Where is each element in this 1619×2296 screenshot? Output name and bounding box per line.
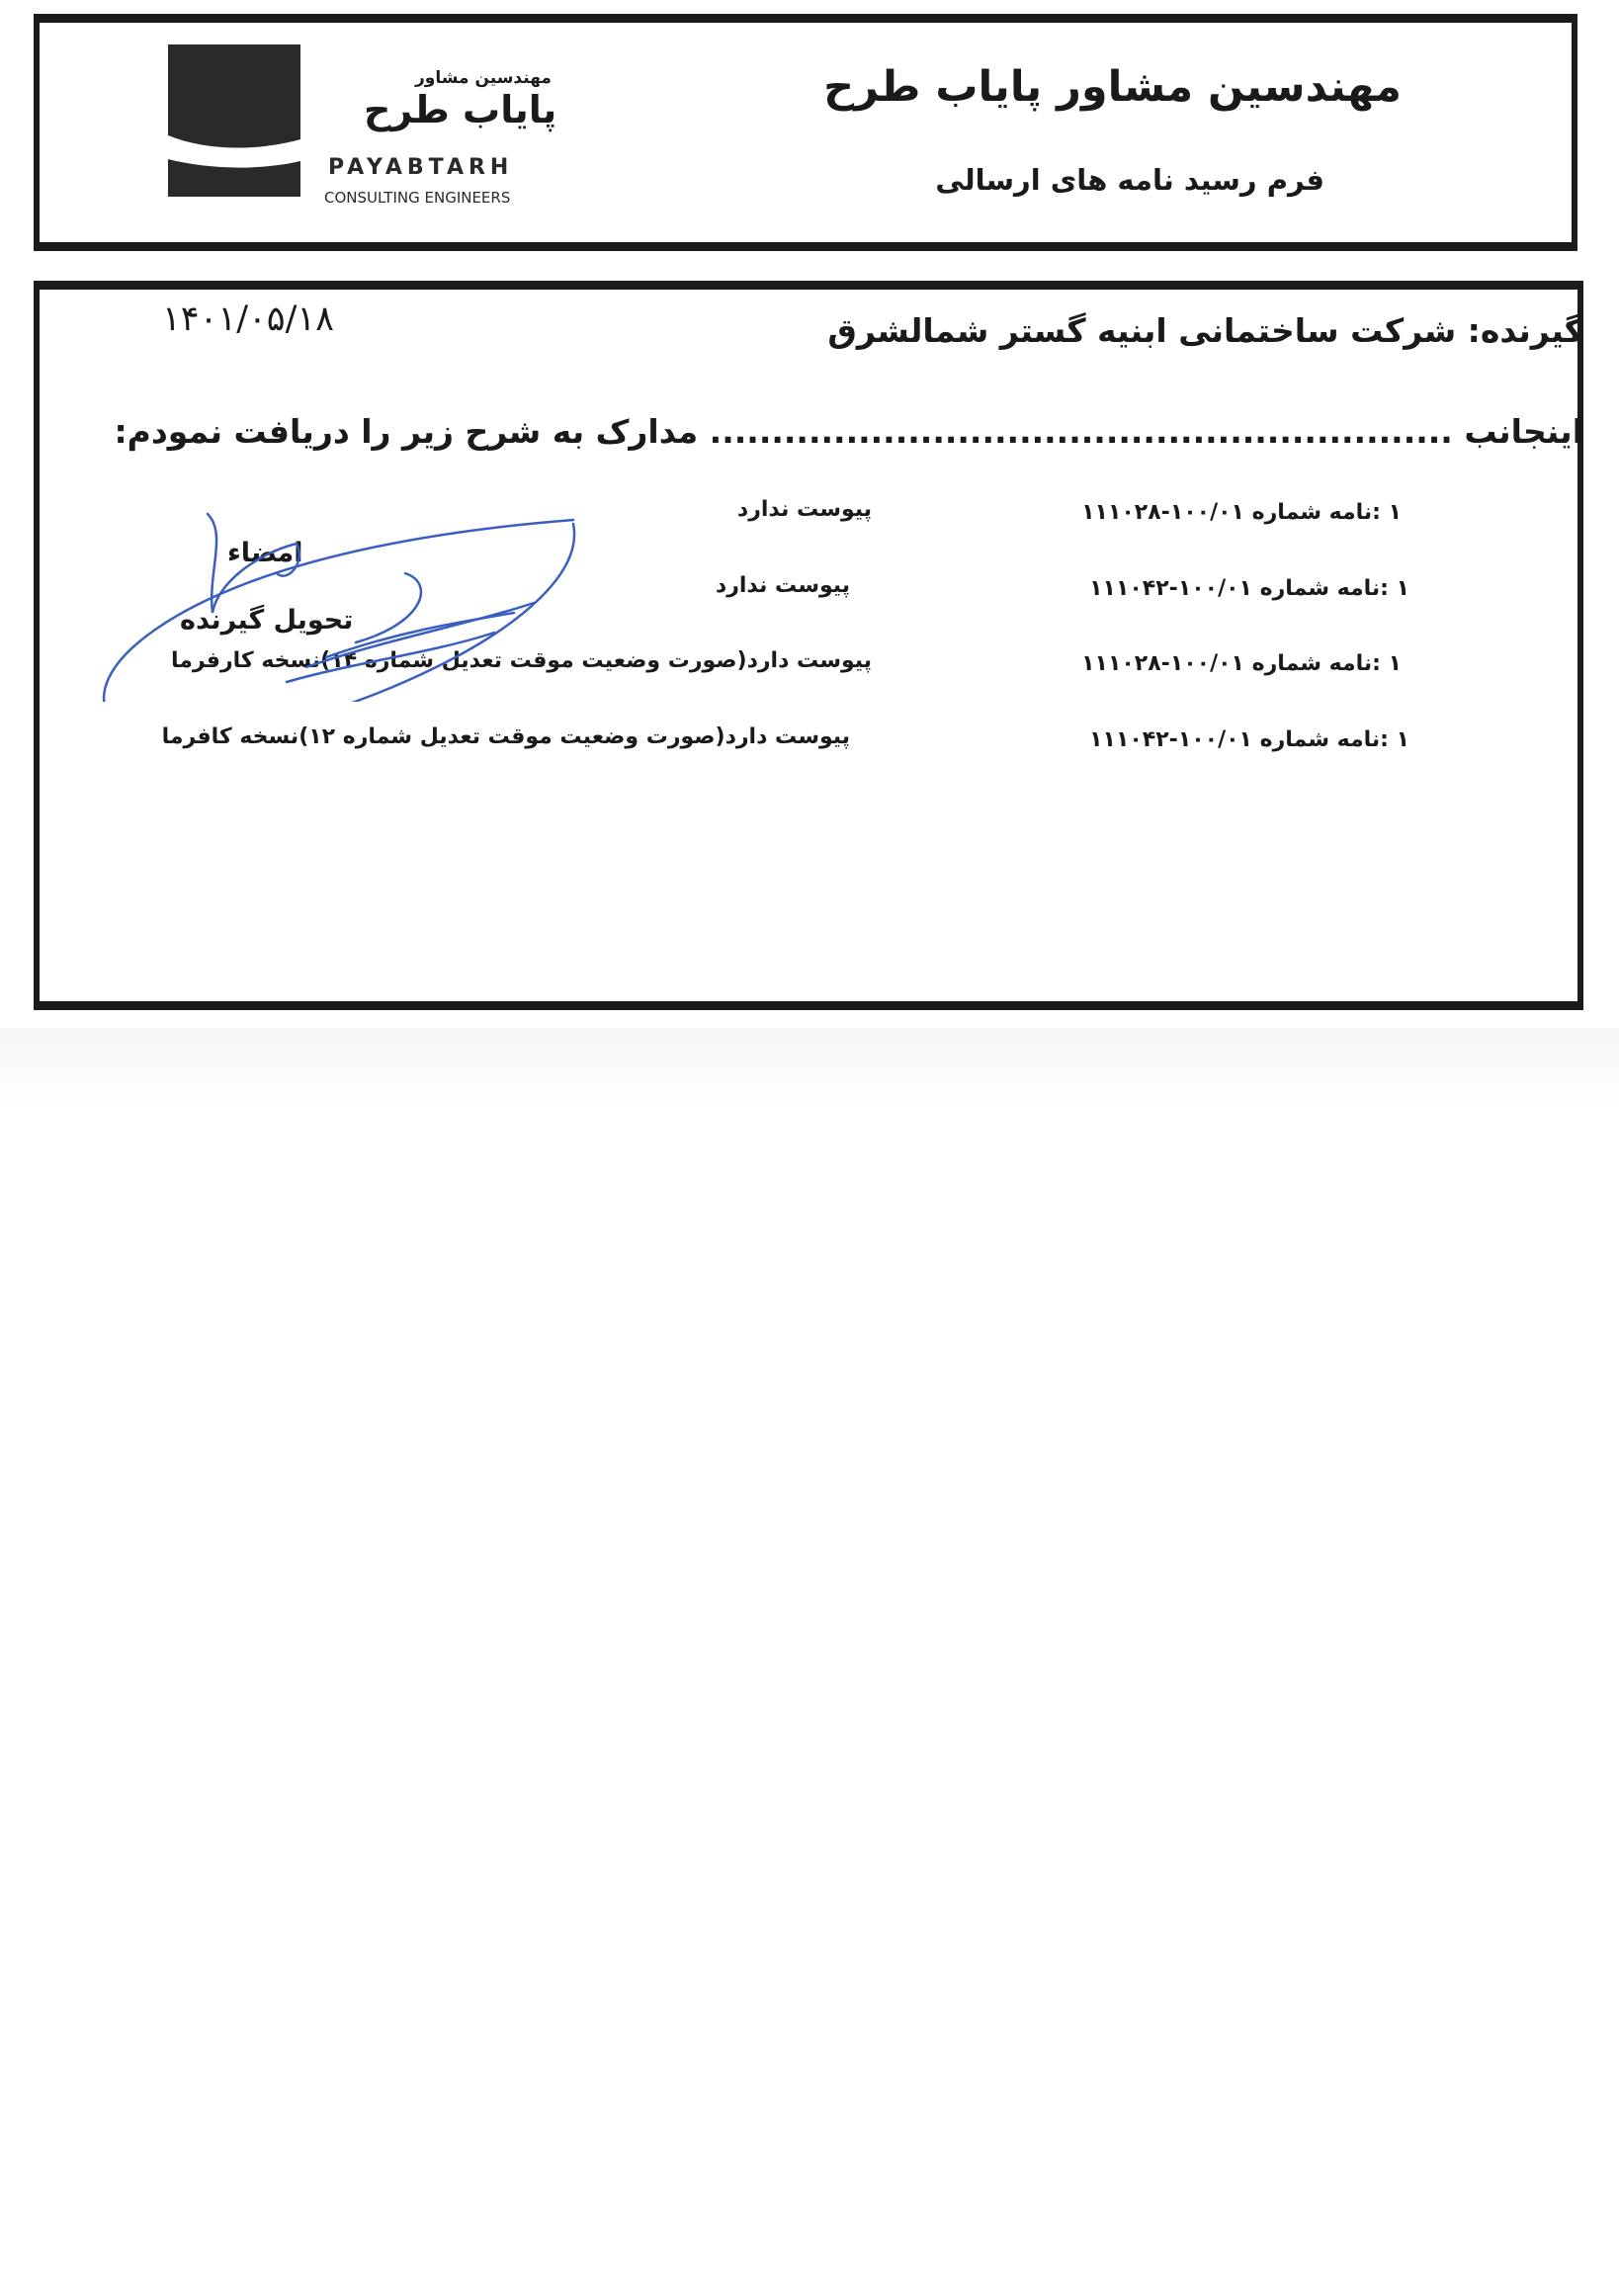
logo-fa-main: پایاب طرح	[364, 88, 557, 131]
receiver-label: تحویل گیرنده	[180, 605, 354, 636]
logo-swoosh-icon	[168, 44, 300, 197]
logo-en-sub: CONSULTING ENGINEERS	[324, 189, 511, 207]
logo-fa-small: مهندسین مشاور	[415, 68, 552, 88]
signature-icon	[59, 474, 613, 702]
item-attachment: پیوست دارد(صورت وضعیت موقت تعدیل شماره ۱۴)نسخه کارفرما	[170, 648, 872, 673]
item-letter: ۱ :نامه شماره ۱۰۰/۰۱-۱۱۱۰۴۲	[1089, 727, 1409, 752]
recipient-line: گیرنده: شرکت ساختمانی ابنیه گستر شمالشرق	[827, 311, 1583, 350]
form-title: فرم رسید نامه های ارسالی	[935, 163, 1324, 197]
logo-en-main: PAYABTARH	[328, 155, 514, 180]
acknowledgement-line: اینجانب ............................................................ مدارک به شرح زیر را دریافت نمودم:	[114, 412, 1583, 451]
item-attachment: پیوست ندارد	[736, 497, 872, 522]
item-attachment: پیوست ندارد	[715, 573, 850, 598]
receipt-date: ۱۴۰۱/۰۵/۱۸	[162, 299, 334, 339]
item-letter: ۱ :نامه شماره ۱۰۰/۰۱-۱۱۱۰۲۸	[1081, 651, 1402, 676]
header-box	[34, 14, 1577, 251]
item-attachment: پیوست دارد(صورت وضعیت موقت تعدیل شماره ۱۲)نسخه کافرما	[161, 724, 850, 749]
signature-label: امضاء	[227, 538, 303, 568]
item-letter: ۱ :نامه شماره ۱۰۰/۰۱-۱۱۱۰۲۸	[1081, 500, 1402, 525]
item-letter: ۱ :نامه شماره ۱۰۰/۰۱-۱۱۱۰۴۲	[1089, 576, 1409, 601]
logo-icon	[168, 44, 300, 197]
scan-artifact	[0, 1028, 1619, 1107]
company-title: مهندسین مشاور پایاب طرح	[823, 62, 1402, 112]
